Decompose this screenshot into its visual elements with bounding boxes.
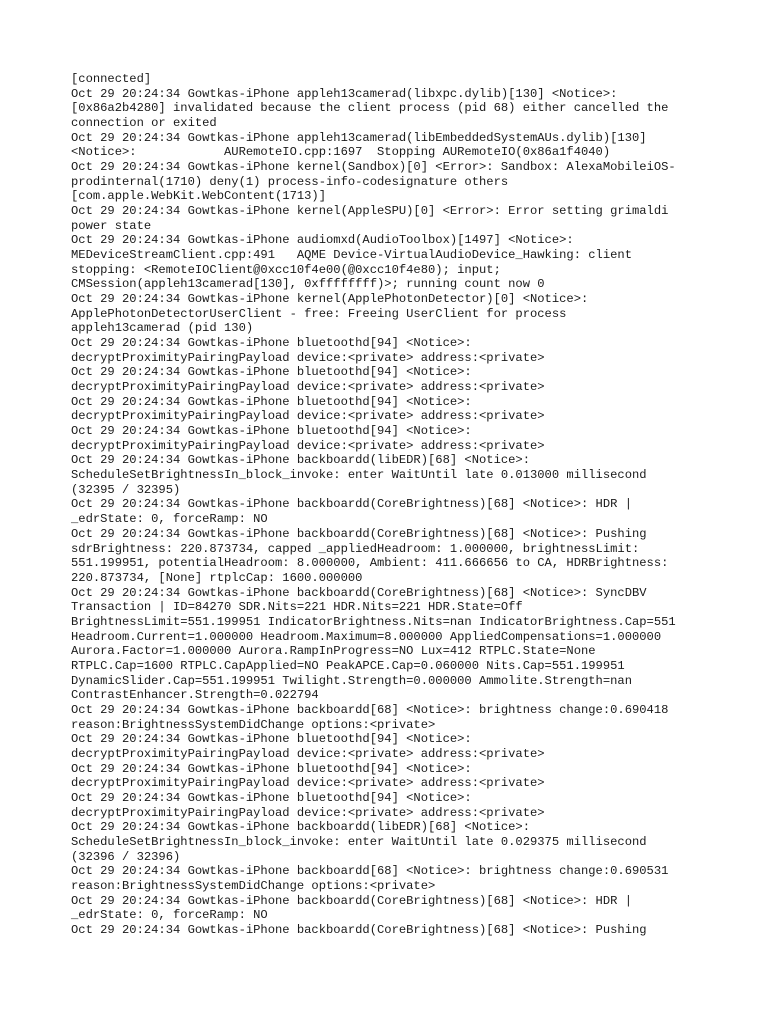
log-line: 220.873734, [None] rtplcCap: 1600.000000 — [71, 570, 363, 585]
log-line: Oct 29 20:24:34 Gowtkas-iPhone backboardd(CoreBrightness)[68] <Notice>: SyncDBV — [71, 585, 647, 600]
log-line: MEDeviceStreamClient.cpp:491 AQME Device-VirtualAudioDevice_Hawking: client — [71, 248, 632, 263]
log-line: reason:BrightnessSystemDidChange options:<private> — [71, 717, 436, 732]
log-line: (32395 / 32395) — [71, 482, 181, 497]
log-line: prodinternal(1710) deny(1) process-info-codesignature others — [71, 174, 509, 189]
log-line: decryptProximityPairingPayload device:<private> address:<private> — [71, 805, 545, 820]
log-line: Oct 29 20:24:34 Gowtkas-iPhone backboardd(libEDR)[68] <Notice>: — [71, 453, 530, 468]
log-line: ContrastEnhancer.Strength=0.022794 — [71, 688, 319, 703]
log-line: Oct 29 20:24:34 Gowtkas-iPhone bluetoothd[94] <Notice>: — [71, 732, 472, 747]
log-line: Oct 29 20:24:34 Gowtkas-iPhone bluetoothd[94] <Notice>: — [71, 761, 472, 776]
log-line: power state — [71, 218, 152, 233]
log-line: Headroom.Current=1.000000 Headroom.Maximum=8.000000 AppliedCompensations=1.000000 — [71, 629, 662, 644]
log-line: DynamicSlider.Cap=551.199951 Twilight.Strength=0.000000 Ammolite.Strength=nan — [71, 673, 632, 688]
log-line: Oct 29 20:24:34 Gowtkas-iPhone backboardd(CoreBrightness)[68] <Notice>: Pushing — [71, 526, 647, 541]
log-line: RTPLC.Cap=1600 RTPLC.CapApplied=NO PeakAPCE.Cap=0.060000 Nits.Cap=551.199951 — [71, 658, 625, 673]
log-line: Oct 29 20:24:34 Gowtkas-iPhone backboardd[68] <Notice>: brightness change:0.690418 — [71, 702, 669, 717]
log-line: <Notice>: AURemoteIO.cpp:1697 Stopping AURemoteIO(0x86a1f4040) — [71, 145, 611, 160]
log-line: decryptProximityPairingPayload device:<private> address:<private> — [71, 776, 545, 791]
log-line: Oct 29 20:24:34 Gowtkas-iPhone kernel(ApplePhotonDetector)[0] <Notice>: — [71, 292, 589, 307]
log-line: [com.apple.WebKit.WebContent(1713)] — [71, 189, 326, 204]
log-line: Oct 29 20:24:34 Gowtkas-iPhone backboardd[68] <Notice>: brightness change:0.690531 — [71, 864, 669, 879]
log-line: Oct 29 20:24:34 Gowtkas-iPhone kernel(AppleSPU)[0] <Error>: Error setting grimaldi — [71, 204, 669, 219]
log-line: Oct 29 20:24:34 Gowtkas-iPhone kernel(Sandbox)[0] <Error>: Sandbox: AlexaMobileiOS- — [71, 160, 676, 175]
log-line: Oct 29 20:24:34 Gowtkas-iPhone bluetoothd[94] <Notice>: — [71, 424, 472, 439]
log-line: sdrBrightness: 220.873734, capped _appliedHeadroom: 1.000000, brightnessLimit: — [71, 541, 640, 556]
log-line: Oct 29 20:24:34 Gowtkas-iPhone bluetoothd[94] <Notice>: — [71, 394, 472, 409]
log-line: Aurora.Factor=1.000000 Aurora.RampInProgress=NO Lux=412 RTPLC.State=None — [71, 644, 596, 659]
log-line: Oct 29 20:24:34 Gowtkas-iPhone bluetoothd[94] <Notice>: — [71, 365, 472, 380]
log-line: decryptProximityPairingPayload device:<private> address:<private> — [71, 350, 545, 365]
log-line: Oct 29 20:24:34 Gowtkas-iPhone appleh13camerad(libxpc.dylib)[130] <Notice>: — [71, 86, 618, 101]
log-line: Oct 29 20:24:34 Gowtkas-iPhone backboardd(CoreBrightness)[68] <Notice>: HDR | — [71, 497, 632, 512]
log-line: Oct 29 20:24:34 Gowtkas-iPhone backboardd(CoreBrightness)[68] <Notice>: Pushing — [71, 922, 647, 937]
log-line: (32396 / 32396) — [71, 849, 181, 864]
log-line: Oct 29 20:24:34 Gowtkas-iPhone backboardd(libEDR)[68] <Notice>: — [71, 820, 530, 835]
log-line: ScheduleSetBrightnessIn_block_invoke: enter WaitUntil late 0.029375 millisecond — [71, 834, 647, 849]
log-line: BrightnessLimit=551.199951 IndicatorBrightness.Nits=nan IndicatorBrightness.Cap=551 — [71, 614, 676, 629]
log-line: appleh13camerad (pid 130) — [71, 321, 254, 336]
log-line: [connected] — [71, 72, 152, 86]
log-line: stopping: <RemoteIOClient@0xcc10f4e00(@0xcc10f4e80); input; — [71, 262, 501, 277]
log-line: decryptProximityPairingPayload device:<private> address:<private> — [71, 409, 545, 424]
log-line: decryptProximityPairingPayload device:<private> address:<private> — [71, 746, 545, 761]
log-line: Oct 29 20:24:34 Gowtkas-iPhone audiomxd(AudioToolbox)[1497] <Notice>: — [71, 233, 574, 248]
log-line: Oct 29 20:24:34 Gowtkas-iPhone bluetoothd[94] <Notice>: — [71, 790, 472, 805]
log-line: Oct 29 20:24:34 Gowtkas-iPhone backboardd(CoreBrightness)[68] <Notice>: HDR | — [71, 893, 632, 908]
log-line: _edrState: 0, forceRamp: NO — [71, 908, 268, 923]
log-line: ScheduleSetBrightnessIn_block_invoke: enter WaitUntil late 0.013000 millisecond — [71, 468, 647, 483]
log-line: Oct 29 20:24:34 Gowtkas-iPhone bluetoothd[94] <Notice>: — [71, 336, 472, 351]
log-line: 551.199951, potentialHeadroom: 8.000000, Ambient: 411.666656 to CA, HDRBrightness: — [71, 556, 669, 571]
log-line: reason:BrightnessSystemDidChange options:<private> — [71, 878, 436, 893]
log-line: ApplePhotonDetectorUserClient - free: Freeing UserClient for process — [71, 306, 567, 321]
log-line: Oct 29 20:24:34 Gowtkas-iPhone appleh13camerad(libEmbeddedSystemAUs.dylib)[130] — [71, 130, 647, 145]
log-text-block — [71, 72, 711, 938]
log-line: CMSession(appleh13camerad[130], 0xffffffff)>; running count now 0 — [71, 277, 545, 292]
log-line: Transaction | ID=84270 SDR.Nits=221 HDR.Nits=221 HDR.State=Off — [71, 600, 523, 615]
log-line: decryptProximityPairingPayload device:<private> address:<private> — [71, 380, 545, 395]
log-line: decryptProximityPairingPayload device:<private> address:<private> — [71, 438, 545, 453]
log-line: [0x86a2b4280] invalidated because the client process (pid 68) either cancelled the — [71, 101, 669, 116]
log-line: connection or exited — [71, 116, 217, 131]
log-line: _edrState: 0, forceRamp: NO — [71, 512, 268, 527]
